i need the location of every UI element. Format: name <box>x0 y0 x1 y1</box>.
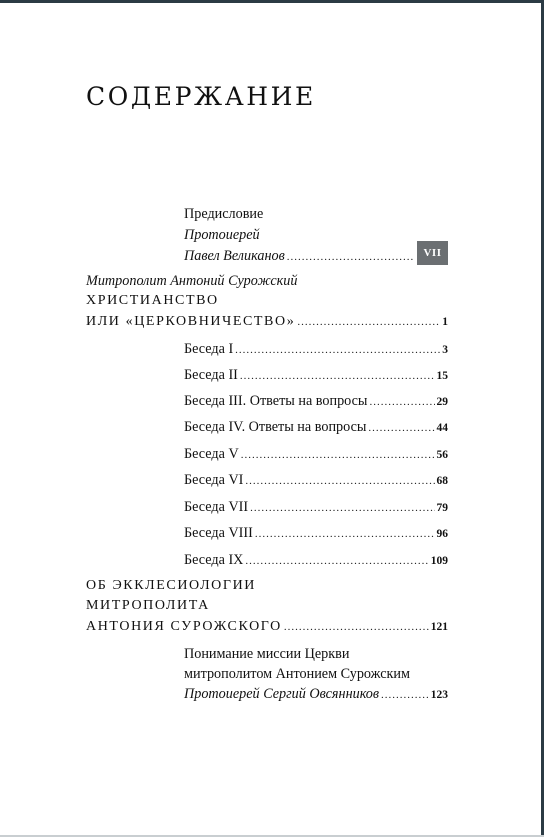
entry-page: 29 <box>436 396 448 408</box>
toc-entry-beseda-2[interactable] <box>184 365 448 386</box>
part1-title-line1: ХРИСТИАНСТВО <box>86 293 219 308</box>
leader-dots <box>287 247 414 267</box>
entry-page: 109 <box>430 555 448 567</box>
entry-label: Беседа IV. Ответы на вопросы <box>184 419 367 435</box>
part2-title-line3: АНТОНИЯ СУРОЖСКОГО <box>86 619 282 634</box>
article-page: 123 <box>430 689 448 701</box>
toc-entry-beseda-1[interactable] <box>184 339 448 360</box>
part2-title-line2: МИТРОПОЛИТА <box>86 598 210 613</box>
article-line2: митрополитом Антонием Сурожским <box>184 666 410 682</box>
entry-label: Беседа IX <box>184 552 244 568</box>
leader-dots <box>284 617 429 637</box>
toc-entry-beseda-5[interactable] <box>184 444 448 465</box>
entry-page: 44 <box>436 422 448 434</box>
toc-entry-beseda-4[interactable] <box>184 417 448 438</box>
part1-page: 1 <box>442 316 448 328</box>
leader-dots <box>250 498 434 518</box>
toc-entry-beseda-6[interactable] <box>184 470 448 491</box>
page-title: СОДЕРЖАНИЕ <box>86 82 316 111</box>
toc-entry-beseda-9[interactable] <box>184 550 448 571</box>
article-line1: Понимание миссии Церкви <box>184 646 350 662</box>
leader-dots <box>369 392 434 412</box>
preface-page-badge: VII <box>417 241 448 265</box>
entry-page: 96 <box>436 528 448 540</box>
leader-dots <box>240 366 435 386</box>
leader-dots <box>241 445 435 465</box>
toc-entry-beseda-3[interactable] <box>184 391 448 412</box>
part1-title-line2: ИЛИ «ЦЕРКОВНИЧЕСТВО» <box>86 314 296 329</box>
toc-entry-beseda-7[interactable] <box>184 497 448 518</box>
entry-label: Беседа VII <box>184 499 249 515</box>
part1-author: Митрополит Антоний Сурожский <box>86 273 298 289</box>
preface-author-line2: Павел Великанов <box>184 248 285 264</box>
leader-dots <box>245 471 434 491</box>
toc-entry-part2[interactable] <box>86 617 448 637</box>
leader-dots <box>245 551 428 571</box>
preface-label: Предисловие <box>184 206 264 222</box>
entry-label: Беседа V <box>184 446 239 462</box>
entry-page: 56 <box>436 449 448 461</box>
entry-label: Беседа VIII <box>184 525 253 541</box>
entry-label: Беседа III. Ответы на вопросы <box>184 393 368 409</box>
entry-label: Беседа VI <box>184 472 244 488</box>
article-author: Протоиерей Сергий Овсянников <box>184 686 380 702</box>
toc-entry-article[interactable] <box>184 684 448 705</box>
entry-page: 68 <box>436 475 448 487</box>
preface-author-line1: Протоиерей <box>184 227 260 243</box>
part2-page: 121 <box>430 621 448 633</box>
part2-title-line1: ОБ ЭККЛЕСИОЛОГИИ <box>86 578 256 593</box>
entry-label: Беседа II <box>184 367 238 383</box>
leader-dots <box>255 524 435 544</box>
entry-page: 79 <box>436 502 448 514</box>
entry-page: 15 <box>436 370 448 382</box>
leader-dots <box>297 312 440 332</box>
top-border <box>0 0 544 3</box>
entry-label: Беседа I <box>184 341 234 357</box>
toc-entry-beseda-8[interactable] <box>184 523 448 544</box>
leader-dots <box>381 685 429 705</box>
leader-dots <box>235 340 440 360</box>
toc-entry-preface[interactable] <box>184 246 416 267</box>
entry-page: 3 <box>442 344 448 356</box>
leader-dots <box>368 418 434 438</box>
toc-entry-part1[interactable] <box>86 312 448 332</box>
